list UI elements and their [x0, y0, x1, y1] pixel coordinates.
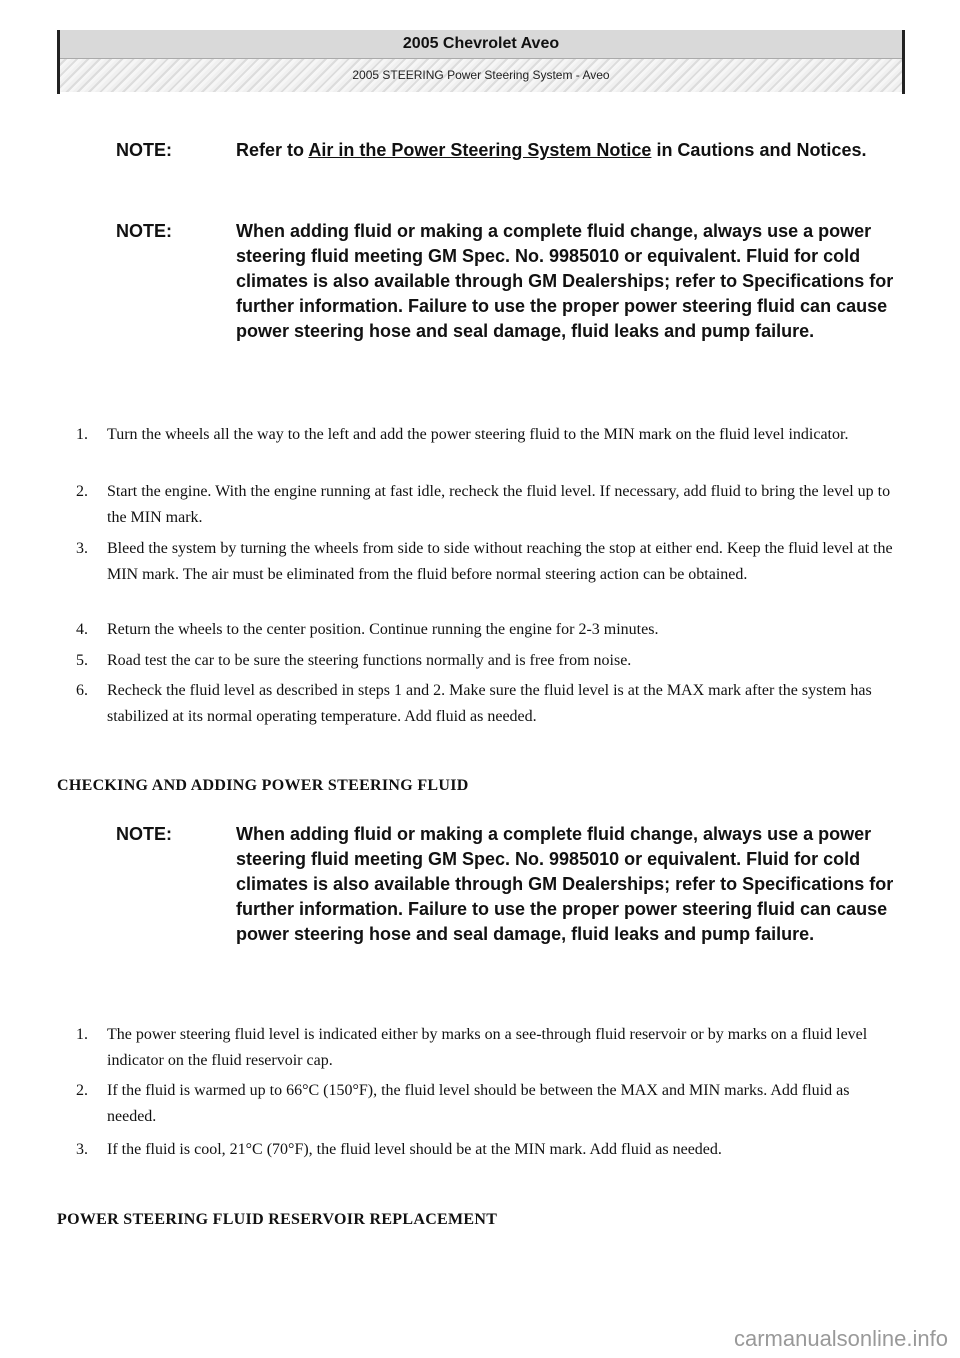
note-label: NOTE: — [116, 824, 172, 844]
step-text: Recheck the fluid level as described in steps 1 and 2. Make sure the fluid level is at the MAX mark after the system has stabilized at its normal operating temperature. Add fluid as needed. — [107, 682, 872, 725]
watermark: carmanualsonline.info — [733, 1326, 948, 1351]
document-title: 2005 Chevrolet Aveo — [60, 30, 902, 59]
note-text: When adding fluid or making a complete fluid change, always use a power steering fluid meeting GM Spec. No. 9985010 or equivalent. Fluid for cold climates is also available through GM Dealerships; refer to Specifications for further information. Failure to use the proper power steering fluid can cause power steering hose and seal damage, fluid leaks and pump failure. — [236, 824, 894, 944]
step-text: If the fluid is cool, 21°C (70°F), the fluid level should be at the MIN mark. Add fluid as needed. — [107, 1141, 722, 1158]
step-number: 2. — [76, 483, 88, 500]
step-number: 6. — [76, 682, 88, 699]
section-heading-checking-fluid: CHECKING AND ADDING POWER STEERING FLUID — [57, 777, 469, 794]
step-number: 2. — [76, 1082, 88, 1099]
note-label: NOTE: — [116, 140, 172, 160]
note-text: When adding fluid or making a complete fluid change, always use a power steering fluid meeting GM Spec. No. 9985010 or equivalent. Fluid for cold climates is also available through GM Dealerships; refer to Specifications for further information. Failure to use the proper power steering fluid can cause power steering hose and seal damage, fluid leaks and pump failure. — [236, 221, 894, 341]
step-number: 1. — [76, 426, 88, 443]
step-text: If the fluid is warmed up to 66°C (150°F), the fluid level should be between the MAX and MIN marks. Add fluid as needed. — [107, 1082, 850, 1125]
note-label: NOTE: — [116, 221, 172, 241]
note-prefix: Refer to — [236, 140, 309, 160]
step-number: 4. — [76, 621, 88, 638]
step-text: Turn the wheels all the way to the left and add the power steering fluid to the MIN mark on the fluid level indicator. — [107, 426, 849, 443]
note-suffix: in Cautions and Notices. — [651, 140, 867, 160]
step-text: Return the wheels to the center position. Continue running the engine for 2-3 minutes. — [107, 621, 659, 638]
step-text: Start the engine. With the engine running at fast idle, recheck the fluid level. If necessary, add fluid to bring the level up to the MIN mark. — [107, 483, 891, 526]
step-number: 3. — [76, 1141, 88, 1158]
step-number: 3. — [76, 540, 88, 557]
step-text: Road test the car to be sure the steering functions normally and is free from noise. — [107, 652, 632, 669]
step-number: 1. — [76, 1026, 88, 1043]
air-in-power-steering-notice-link[interactable]: Air in the Power Steering System Notice — [308, 140, 652, 160]
page-header — [57, 30, 905, 94]
section-heading-reservoir-replacement: POWER STEERING FLUID RESERVOIR REPLACEMENT — [57, 1211, 498, 1228]
step-text: Bleed the system by turning the wheels from side to side without reaching the stop at either end. Keep the fluid level at the MIN mark. The air must be eliminated from the fluid before normal steering action can be obtained. — [107, 540, 893, 583]
note-text — [236, 138, 901, 163]
step-number: 5. — [76, 652, 88, 669]
step-text: The power steering fluid level is indicated either by marks on a see-through fluid reservoir or by marks on a fluid level indicator on the fluid reservoir cap. — [107, 1026, 868, 1069]
document-subtitle: 2005 STEERING Power Steering System - Aveo — [60, 59, 902, 92]
